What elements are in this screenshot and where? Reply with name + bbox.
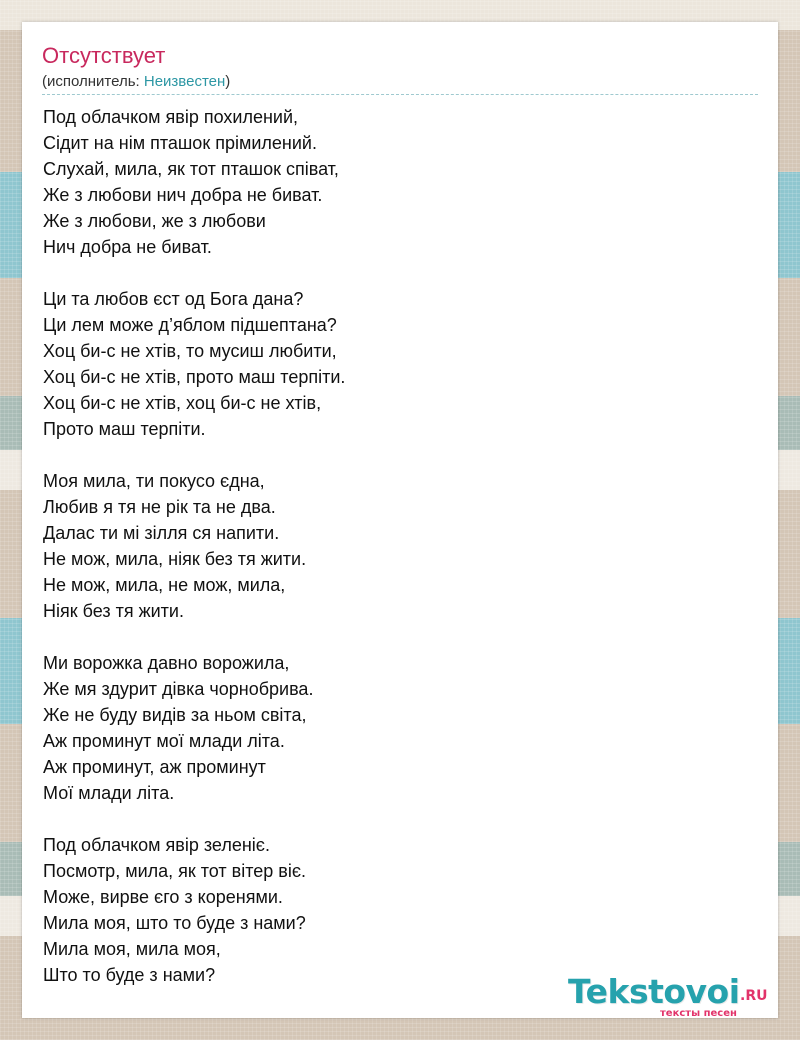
lyric-line: Ци лем може д’яблом підшептана? — [43, 315, 337, 335]
lyric-line: Не мож, мила, ніяк без тя жити. — [43, 549, 307, 569]
logo-wordmark: Tekstovoi — [568, 972, 740, 1011]
lyric-line: Же з любови нич добра не биват. — [43, 185, 323, 205]
lyric-line: Хоц би-с не хтів, прото маш терпіти. — [43, 367, 346, 387]
lyric-line: Любив я тя не рік та не два. — [43, 497, 276, 517]
lyric-line: Ніяк без тя жити. — [43, 601, 184, 621]
lyric-line: Далас ти мі зілля ся напити. — [43, 523, 280, 543]
lyrics-body — [43, 104, 743, 1014]
song-title: Отсутствует — [42, 43, 166, 68]
artist-link[interactable]: Неизвестен — [143, 73, 226, 90]
lyric-line: Што то буде з нами? — [43, 965, 216, 985]
lyric-line: Нич добра не биват. — [43, 237, 212, 257]
lyric-line: Прото маш терпіти. — [43, 419, 206, 439]
logo-domain: .RU — [740, 988, 768, 1004]
lyric-line: Под облачком явір зеленіє. — [43, 835, 270, 855]
stanza — [43, 832, 743, 988]
lyric-line: Ми ворожка давно ворожила, — [43, 653, 290, 673]
divider — [42, 94, 758, 95]
lyric-line: Же не буду видів за ньом світа, — [43, 705, 307, 725]
stanza — [43, 650, 743, 806]
lyric-line: Мила моя, што то буде з нами? — [43, 913, 306, 933]
artist-line — [42, 72, 230, 92]
stanza — [43, 286, 743, 442]
artist-suffix: ) — [225, 73, 231, 90]
lyrics-card — [22, 22, 778, 1018]
stanza — [43, 468, 743, 624]
lyric-line: Не мож, мила, не мож, мила, — [43, 575, 286, 595]
logo-subtitle: тексты песен — [660, 1008, 737, 1019]
artist-prefix: (исполнитель: — [42, 73, 144, 90]
lyric-line: Же з любови, же з любови — [43, 211, 266, 231]
site-logo[interactable] — [568, 972, 778, 1018]
lyric-line: Сідит на нім пташок прімилений. — [43, 133, 317, 153]
stanza — [43, 104, 743, 260]
lyric-line: Посмотр, мила, як тот вітер віє. — [43, 861, 307, 881]
lyric-line: Слухай, мила, як тот пташок співат, — [43, 159, 339, 179]
lyric-line: Може, вирве єго з коренями. — [43, 887, 283, 907]
lyric-line: Же мя здурит дівка чорнобрива. — [43, 679, 314, 699]
lyric-line: Хоц би-с не хтів, то мусиш любити, — [43, 341, 337, 361]
lyric-line: Хоц би-с не хтів, хоц би-с не хтів, — [43, 393, 322, 413]
lyric-line: Аж проминут, аж проминут — [43, 757, 266, 777]
lyric-line: Ци та любов єст од Бога дана? — [43, 289, 304, 309]
lyric-line: Мила моя, мила моя, — [43, 939, 221, 959]
lyric-line: Мої млади літа. — [43, 783, 175, 803]
lyric-line: Аж проминут мої млади літа. — [43, 731, 285, 751]
lyric-line: Под облачком явір похилений, — [43, 107, 299, 127]
lyric-line: Моя мила, ти покусо єдна, — [43, 471, 265, 491]
